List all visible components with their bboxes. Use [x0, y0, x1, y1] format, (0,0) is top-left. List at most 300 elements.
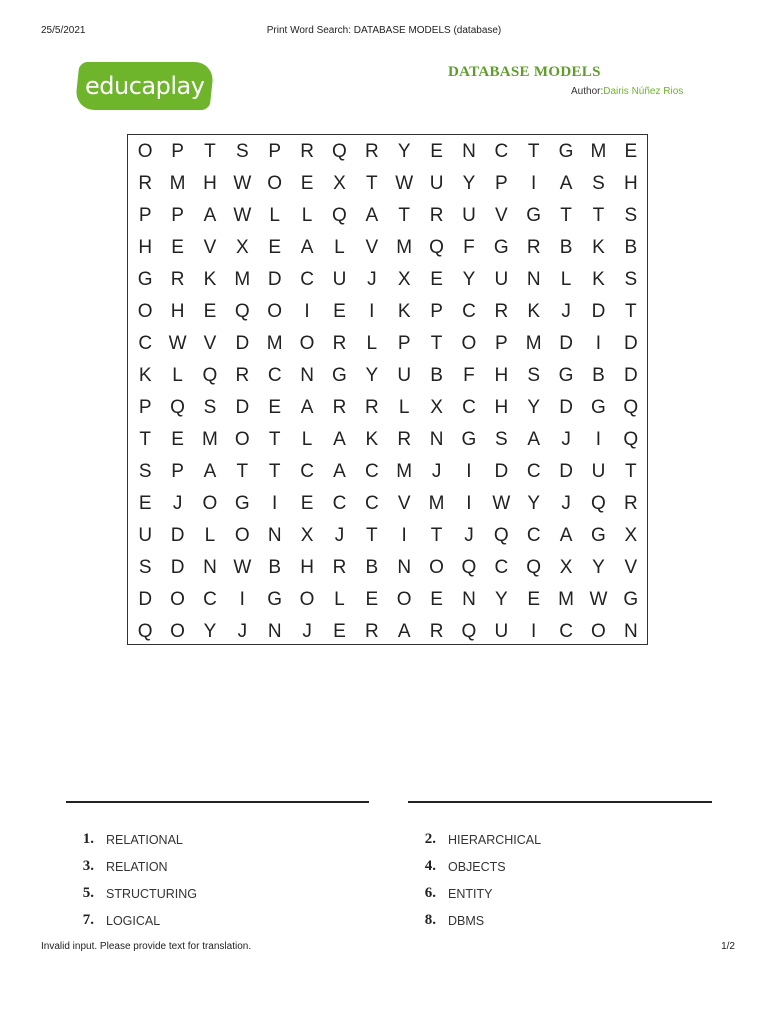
- author-label: Author:: [571, 86, 604, 97]
- grid-letter: C: [203, 589, 217, 610]
- grid-letter: P: [171, 205, 184, 226]
- grid-letter: J: [334, 525, 345, 546]
- grid-row: [129, 520, 647, 552]
- grid-letter: H: [494, 365, 509, 386]
- word-search-grid: [127, 134, 648, 645]
- grid-row: [129, 584, 647, 616]
- grid-row: [129, 456, 647, 488]
- grid-letter: U: [591, 461, 606, 482]
- grid-letter: C: [332, 493, 347, 514]
- grid-letter: Q: [591, 493, 606, 514]
- grid-letter: D: [170, 525, 185, 546]
- grid-letter: P: [494, 173, 508, 194]
- grid-letter: S: [235, 141, 249, 162]
- word-number: 7.: [82, 912, 94, 928]
- grid-letter: Y: [527, 397, 541, 418]
- grid-letter: Q: [461, 557, 477, 578]
- grid-letter: T: [527, 141, 540, 162]
- grid-letter: N: [462, 589, 476, 610]
- grid-letter: D: [267, 269, 282, 290]
- grid-row: [129, 424, 647, 456]
- grid-letter: X: [559, 557, 573, 578]
- grid-letter: R: [332, 333, 347, 354]
- grid-letter: N: [300, 365, 314, 386]
- grid-letter: Y: [397, 141, 411, 162]
- grid-letter: Q: [332, 141, 347, 162]
- word-list-item: [408, 907, 541, 934]
- grid-letter: A: [527, 429, 541, 450]
- grid-letter: E: [430, 141, 443, 162]
- grid-letter: T: [560, 205, 572, 226]
- word-text: OBJECTS: [448, 859, 506, 874]
- grid-letter: Q: [461, 621, 477, 642]
- grid-letter: P: [138, 397, 152, 418]
- grid-letter: Y: [365, 365, 379, 386]
- grid-letter: S: [624, 205, 638, 226]
- grid-letter: C: [267, 365, 282, 386]
- grid-letter: J: [237, 621, 248, 642]
- grid-letter: I: [466, 493, 472, 514]
- grid-letter: N: [526, 269, 541, 290]
- grid-letter: G: [623, 589, 639, 610]
- grid-letter: A: [559, 525, 573, 546]
- grid-letter: L: [269, 205, 280, 226]
- grid-letter: C: [494, 557, 509, 578]
- grid-letter: G: [591, 525, 606, 546]
- grid-letter: J: [172, 493, 183, 514]
- grid-letter: Q: [202, 365, 218, 386]
- grid-letter: A: [559, 173, 573, 194]
- grid-letter: G: [526, 205, 542, 226]
- grid-letter: M: [396, 237, 413, 258]
- word-number: 5.: [82, 885, 94, 901]
- grid-letter: E: [171, 429, 184, 450]
- grid-row: [129, 616, 647, 648]
- grid-letter: S: [494, 429, 508, 450]
- grid-letter: E: [268, 397, 282, 418]
- word-text: LOGICAL: [106, 913, 161, 928]
- grid-letter: E: [624, 141, 638, 162]
- grid-letter: U: [332, 269, 347, 290]
- grid-letter: B: [268, 557, 282, 578]
- grid-letter: C: [494, 141, 509, 162]
- grid-letter: D: [623, 365, 638, 386]
- grid-letter: Q: [234, 301, 250, 322]
- grid-letter: B: [430, 365, 443, 386]
- author-name: Dairis Núñez Rios: [603, 86, 684, 97]
- grid-letter: I: [466, 461, 472, 482]
- grid-row: [129, 136, 647, 168]
- grid-letter: T: [625, 461, 637, 482]
- grid-letter: H: [300, 557, 314, 578]
- grid-letter: M: [558, 589, 574, 610]
- grid-letter: O: [267, 173, 283, 194]
- grid-letter: V: [365, 237, 379, 258]
- grid-letter: O: [137, 301, 153, 322]
- word-number: 3.: [82, 858, 94, 874]
- grid-letter: D: [138, 589, 153, 610]
- grid-letter: X: [430, 397, 443, 418]
- grid-row: [129, 360, 647, 392]
- grid-letter: G: [234, 493, 250, 514]
- grid-letter: K: [527, 301, 541, 322]
- grid-letter: L: [301, 429, 313, 450]
- grid-letter: L: [398, 397, 410, 418]
- grid-letter: D: [494, 461, 509, 482]
- grid-letter: Q: [170, 397, 185, 418]
- grid-letter: A: [203, 461, 217, 482]
- grid-letter: G: [267, 589, 283, 610]
- grid-letter: O: [396, 589, 412, 610]
- grid-letter: L: [334, 237, 345, 258]
- grid-letter: X: [624, 525, 638, 546]
- grid-row: [129, 488, 647, 520]
- grid-letter: H: [170, 301, 185, 322]
- grid-letter: E: [527, 589, 541, 610]
- grid-letter: I: [595, 333, 602, 354]
- grid-letter: S: [203, 397, 217, 418]
- word-number: 2.: [424, 831, 436, 847]
- grid-letter: L: [204, 525, 216, 546]
- grid-letter: P: [268, 141, 282, 162]
- word-list-right: [408, 826, 541, 934]
- grid-letter: R: [332, 557, 347, 578]
- grid-letter: X: [300, 525, 314, 546]
- grid-letter: P: [397, 333, 411, 354]
- grid-letter: Y: [203, 621, 217, 642]
- grid-letter: B: [365, 557, 379, 578]
- grid-letter: V: [397, 493, 411, 514]
- grid-letter: Y: [462, 269, 476, 290]
- grid-letter: Q: [493, 525, 509, 546]
- grid-letter: A: [333, 429, 346, 450]
- grid-letter: D: [559, 333, 573, 354]
- grid-letter: N: [623, 621, 638, 642]
- grid-letter: E: [171, 237, 184, 258]
- grid-letter: O: [429, 557, 444, 578]
- word-list-left: [66, 826, 197, 934]
- grid-letter: C: [364, 461, 379, 482]
- grid-letter: W: [168, 333, 187, 354]
- grid-letter: C: [526, 525, 541, 546]
- grid-letter: K: [138, 365, 152, 386]
- grid-letter: C: [300, 461, 314, 482]
- word-text: STRUCTURING: [106, 886, 197, 901]
- word-number: 1.: [82, 831, 94, 847]
- grid-letter: N: [267, 525, 282, 546]
- grid-letter: Q: [429, 237, 444, 258]
- grid-letter: O: [299, 589, 315, 610]
- grid-letter: R: [526, 237, 541, 258]
- grid-letter: T: [430, 333, 443, 354]
- grid-letter: S: [138, 557, 152, 578]
- grid-letter: G: [332, 365, 347, 386]
- grid-letter: C: [559, 621, 573, 642]
- grid-letter: C: [462, 397, 476, 418]
- grid-letter: C: [138, 333, 153, 354]
- grid-letter: T: [268, 461, 281, 482]
- grid-letter: S: [592, 173, 605, 194]
- page-number: 1/2: [721, 941, 735, 952]
- grid-letter: O: [591, 621, 606, 642]
- grid-letter: Y: [527, 493, 541, 514]
- grid-letter: I: [531, 173, 537, 194]
- word-list-item: [66, 853, 197, 880]
- grid-letter: E: [203, 301, 217, 322]
- grid-letter: R: [235, 365, 250, 386]
- grid-letter: R: [138, 173, 153, 194]
- grid-letter: H: [203, 173, 217, 194]
- grid-letter: V: [494, 205, 508, 226]
- grid-letter: U: [429, 173, 444, 194]
- grid-letter: X: [235, 237, 249, 258]
- grid-letter: A: [333, 461, 346, 482]
- grid-letter: J: [561, 429, 571, 450]
- divider-line-right: [408, 801, 712, 803]
- grid-letter: A: [397, 621, 411, 642]
- grid-letter: M: [396, 461, 413, 482]
- grid-row: [129, 392, 647, 424]
- grid-letter: B: [559, 237, 573, 258]
- grid-letter: N: [267, 621, 282, 642]
- grid-letter: L: [301, 205, 313, 226]
- grid-letter: O: [234, 429, 250, 450]
- grid-letter: G: [461, 429, 477, 450]
- grid-letter: M: [202, 429, 218, 450]
- grid-letter: G: [137, 269, 153, 290]
- grid-letter: O: [202, 493, 218, 514]
- grid-letter: M: [234, 269, 251, 290]
- word-text: HIERARCHICAL: [448, 832, 542, 847]
- grid-letter: X: [397, 269, 411, 290]
- grid-letter: A: [300, 237, 314, 258]
- grid-letter: D: [559, 397, 573, 418]
- footer-note: Invalid input. Please provide text for translation.: [41, 941, 252, 952]
- grid-letter: Y: [494, 589, 508, 610]
- word-text: ENTITY: [448, 886, 493, 901]
- grid-letter: I: [272, 493, 278, 514]
- grid-letter: T: [430, 525, 443, 546]
- grid-letter: J: [561, 301, 571, 322]
- grid-letter: Q: [526, 557, 542, 578]
- grid-letter: P: [171, 461, 184, 482]
- grid-letter: B: [592, 365, 605, 386]
- grid-letter: X: [333, 173, 346, 194]
- grid-letter: N: [429, 429, 444, 450]
- word-text: RELATIONAL: [106, 832, 183, 847]
- grid-letter: T: [139, 429, 151, 450]
- grid-row: [129, 552, 647, 584]
- grid-letter: G: [591, 397, 606, 418]
- grid-letter: I: [239, 589, 245, 610]
- grid-letter: N: [203, 557, 217, 578]
- grid-letter: S: [138, 461, 152, 482]
- document-title: DATABASE MODELS: [448, 64, 601, 80]
- grid-letter: K: [397, 301, 411, 322]
- grid-letter: L: [560, 269, 572, 290]
- grid-letter: O: [299, 333, 315, 354]
- grid-letter: S: [527, 365, 541, 386]
- grid-letter: W: [395, 173, 414, 194]
- grid-letter: P: [171, 141, 184, 162]
- grid-letter: Q: [623, 429, 639, 450]
- grid-letter: D: [623, 333, 638, 354]
- grid-letter: G: [558, 141, 574, 162]
- grid-letter: R: [397, 429, 412, 450]
- grid-letter: D: [235, 397, 250, 418]
- grid-letter: U: [494, 621, 509, 642]
- grid-letter: E: [300, 493, 314, 514]
- grid-letter: K: [365, 429, 379, 450]
- grid-letter: B: [624, 237, 638, 258]
- grid-letter: G: [558, 365, 574, 386]
- grid-letter: P: [494, 333, 508, 354]
- grid-letter: R: [364, 141, 379, 162]
- grid-letter: C: [526, 461, 541, 482]
- divider-line-left: [66, 801, 369, 803]
- grid-letter: D: [591, 301, 606, 322]
- grid-letter: V: [203, 237, 217, 258]
- grid-letter: J: [367, 269, 377, 290]
- grid-letter: L: [366, 333, 378, 354]
- grid-letter: J: [302, 621, 312, 642]
- grid-letter: V: [203, 333, 217, 354]
- word-list-item: [408, 880, 541, 907]
- grid-letter: D: [170, 557, 185, 578]
- grid-letter: N: [462, 141, 476, 162]
- grid-letter: T: [366, 525, 378, 546]
- grid-letter: O: [234, 525, 250, 546]
- grid-letter: K: [203, 269, 217, 290]
- grid-letter: W: [233, 205, 252, 226]
- grid-letter: R: [494, 301, 509, 322]
- grid-letter: E: [430, 589, 443, 610]
- grid-letter: Q: [623, 397, 639, 418]
- word-list-item: [66, 907, 197, 934]
- grid-letter: I: [304, 301, 310, 322]
- grid-letter: V: [624, 557, 638, 578]
- grid-letter: C: [462, 301, 476, 322]
- grid-letter: W: [233, 557, 252, 578]
- word-number: 6.: [424, 885, 436, 901]
- grid-letter: R: [623, 493, 638, 514]
- grid-row: [129, 232, 647, 264]
- grid-letter: E: [138, 493, 152, 514]
- grid-letter: T: [625, 301, 637, 322]
- grid-letter: O: [137, 141, 153, 162]
- grid-letter: T: [592, 205, 605, 226]
- grid-letter: C: [300, 269, 314, 290]
- grid-letter: A: [300, 397, 314, 418]
- word-number: 4.: [424, 858, 436, 874]
- grid-letter: I: [531, 621, 537, 642]
- print-date: 25/5/2021: [41, 25, 86, 36]
- grid-letter: R: [300, 141, 314, 162]
- grid-letter: Y: [592, 557, 605, 578]
- grid-letter: J: [561, 493, 571, 514]
- grid-letter: T: [236, 461, 249, 482]
- grid-letter: G: [493, 237, 509, 258]
- grid-letter: H: [494, 397, 509, 418]
- grid-letter: O: [461, 333, 477, 354]
- grid-letter: K: [592, 237, 605, 258]
- grid-letter: M: [590, 141, 607, 162]
- grid-letter: M: [266, 333, 283, 354]
- grid-letter: O: [267, 301, 283, 322]
- grid-letter: U: [462, 205, 476, 226]
- grid-letter: I: [369, 301, 375, 322]
- grid-letter: Y: [462, 173, 476, 194]
- grid-letter: N: [397, 557, 412, 578]
- grid-letter: T: [204, 141, 216, 162]
- grid-letter: Q: [332, 205, 347, 226]
- grid-letter: O: [170, 621, 185, 642]
- grid-letter: C: [364, 493, 379, 514]
- grid-letter: E: [333, 301, 346, 322]
- grid-letter: F: [463, 237, 475, 258]
- grid-row: [129, 168, 647, 200]
- grid-letter: P: [138, 205, 152, 226]
- grid-letter: I: [401, 525, 407, 546]
- grid-letter: W: [233, 173, 252, 194]
- grid-letter: R: [364, 397, 379, 418]
- grid-letter: D: [235, 333, 250, 354]
- grid-letter: T: [398, 205, 410, 226]
- grid-letter: I: [595, 429, 602, 450]
- logo-text: educaplay: [84, 72, 205, 100]
- grid-letter: E: [333, 621, 346, 642]
- grid-letter: E: [300, 173, 314, 194]
- grid-letter: D: [559, 461, 573, 482]
- grid-letter: U: [494, 269, 509, 290]
- grid-letter: T: [366, 173, 378, 194]
- grid-letter: M: [428, 493, 445, 514]
- grid-letter: W: [492, 493, 511, 514]
- grid-letter: J: [464, 525, 474, 546]
- grid-letter: R: [429, 205, 444, 226]
- grid-letter: P: [430, 301, 443, 322]
- grid-letter: W: [589, 589, 608, 610]
- word-list-item: [66, 826, 197, 853]
- grid-letter: S: [624, 269, 638, 290]
- grid-row: [129, 200, 647, 232]
- grid-letter: L: [334, 589, 345, 610]
- grid-letter: R: [332, 397, 347, 418]
- word-list-item: [66, 880, 197, 907]
- word-number: 8.: [424, 912, 436, 928]
- grid-letter: H: [623, 173, 638, 194]
- grid-letter: R: [429, 621, 444, 642]
- grid-letter: A: [365, 205, 379, 226]
- grid-letter: H: [138, 237, 153, 258]
- grid-row: [129, 328, 647, 360]
- grid-letter: R: [364, 621, 379, 642]
- grid-letter: M: [525, 333, 542, 354]
- grid-row: [129, 296, 647, 328]
- grid-letter: U: [397, 365, 412, 386]
- grid-letter: Q: [137, 621, 153, 642]
- grid-letter: R: [170, 269, 185, 290]
- grid-letter: O: [170, 589, 185, 610]
- word-text: DBMS: [448, 913, 485, 928]
- print-header-title: Print Word Search: DATABASE MODELS (database): [266, 25, 502, 36]
- word-list-item: [408, 853, 541, 880]
- grid-letter: A: [203, 205, 217, 226]
- grid-letter: F: [463, 365, 475, 386]
- word-text: RELATION: [106, 859, 168, 874]
- grid-letter: J: [431, 461, 442, 482]
- grid-letter: L: [172, 365, 183, 386]
